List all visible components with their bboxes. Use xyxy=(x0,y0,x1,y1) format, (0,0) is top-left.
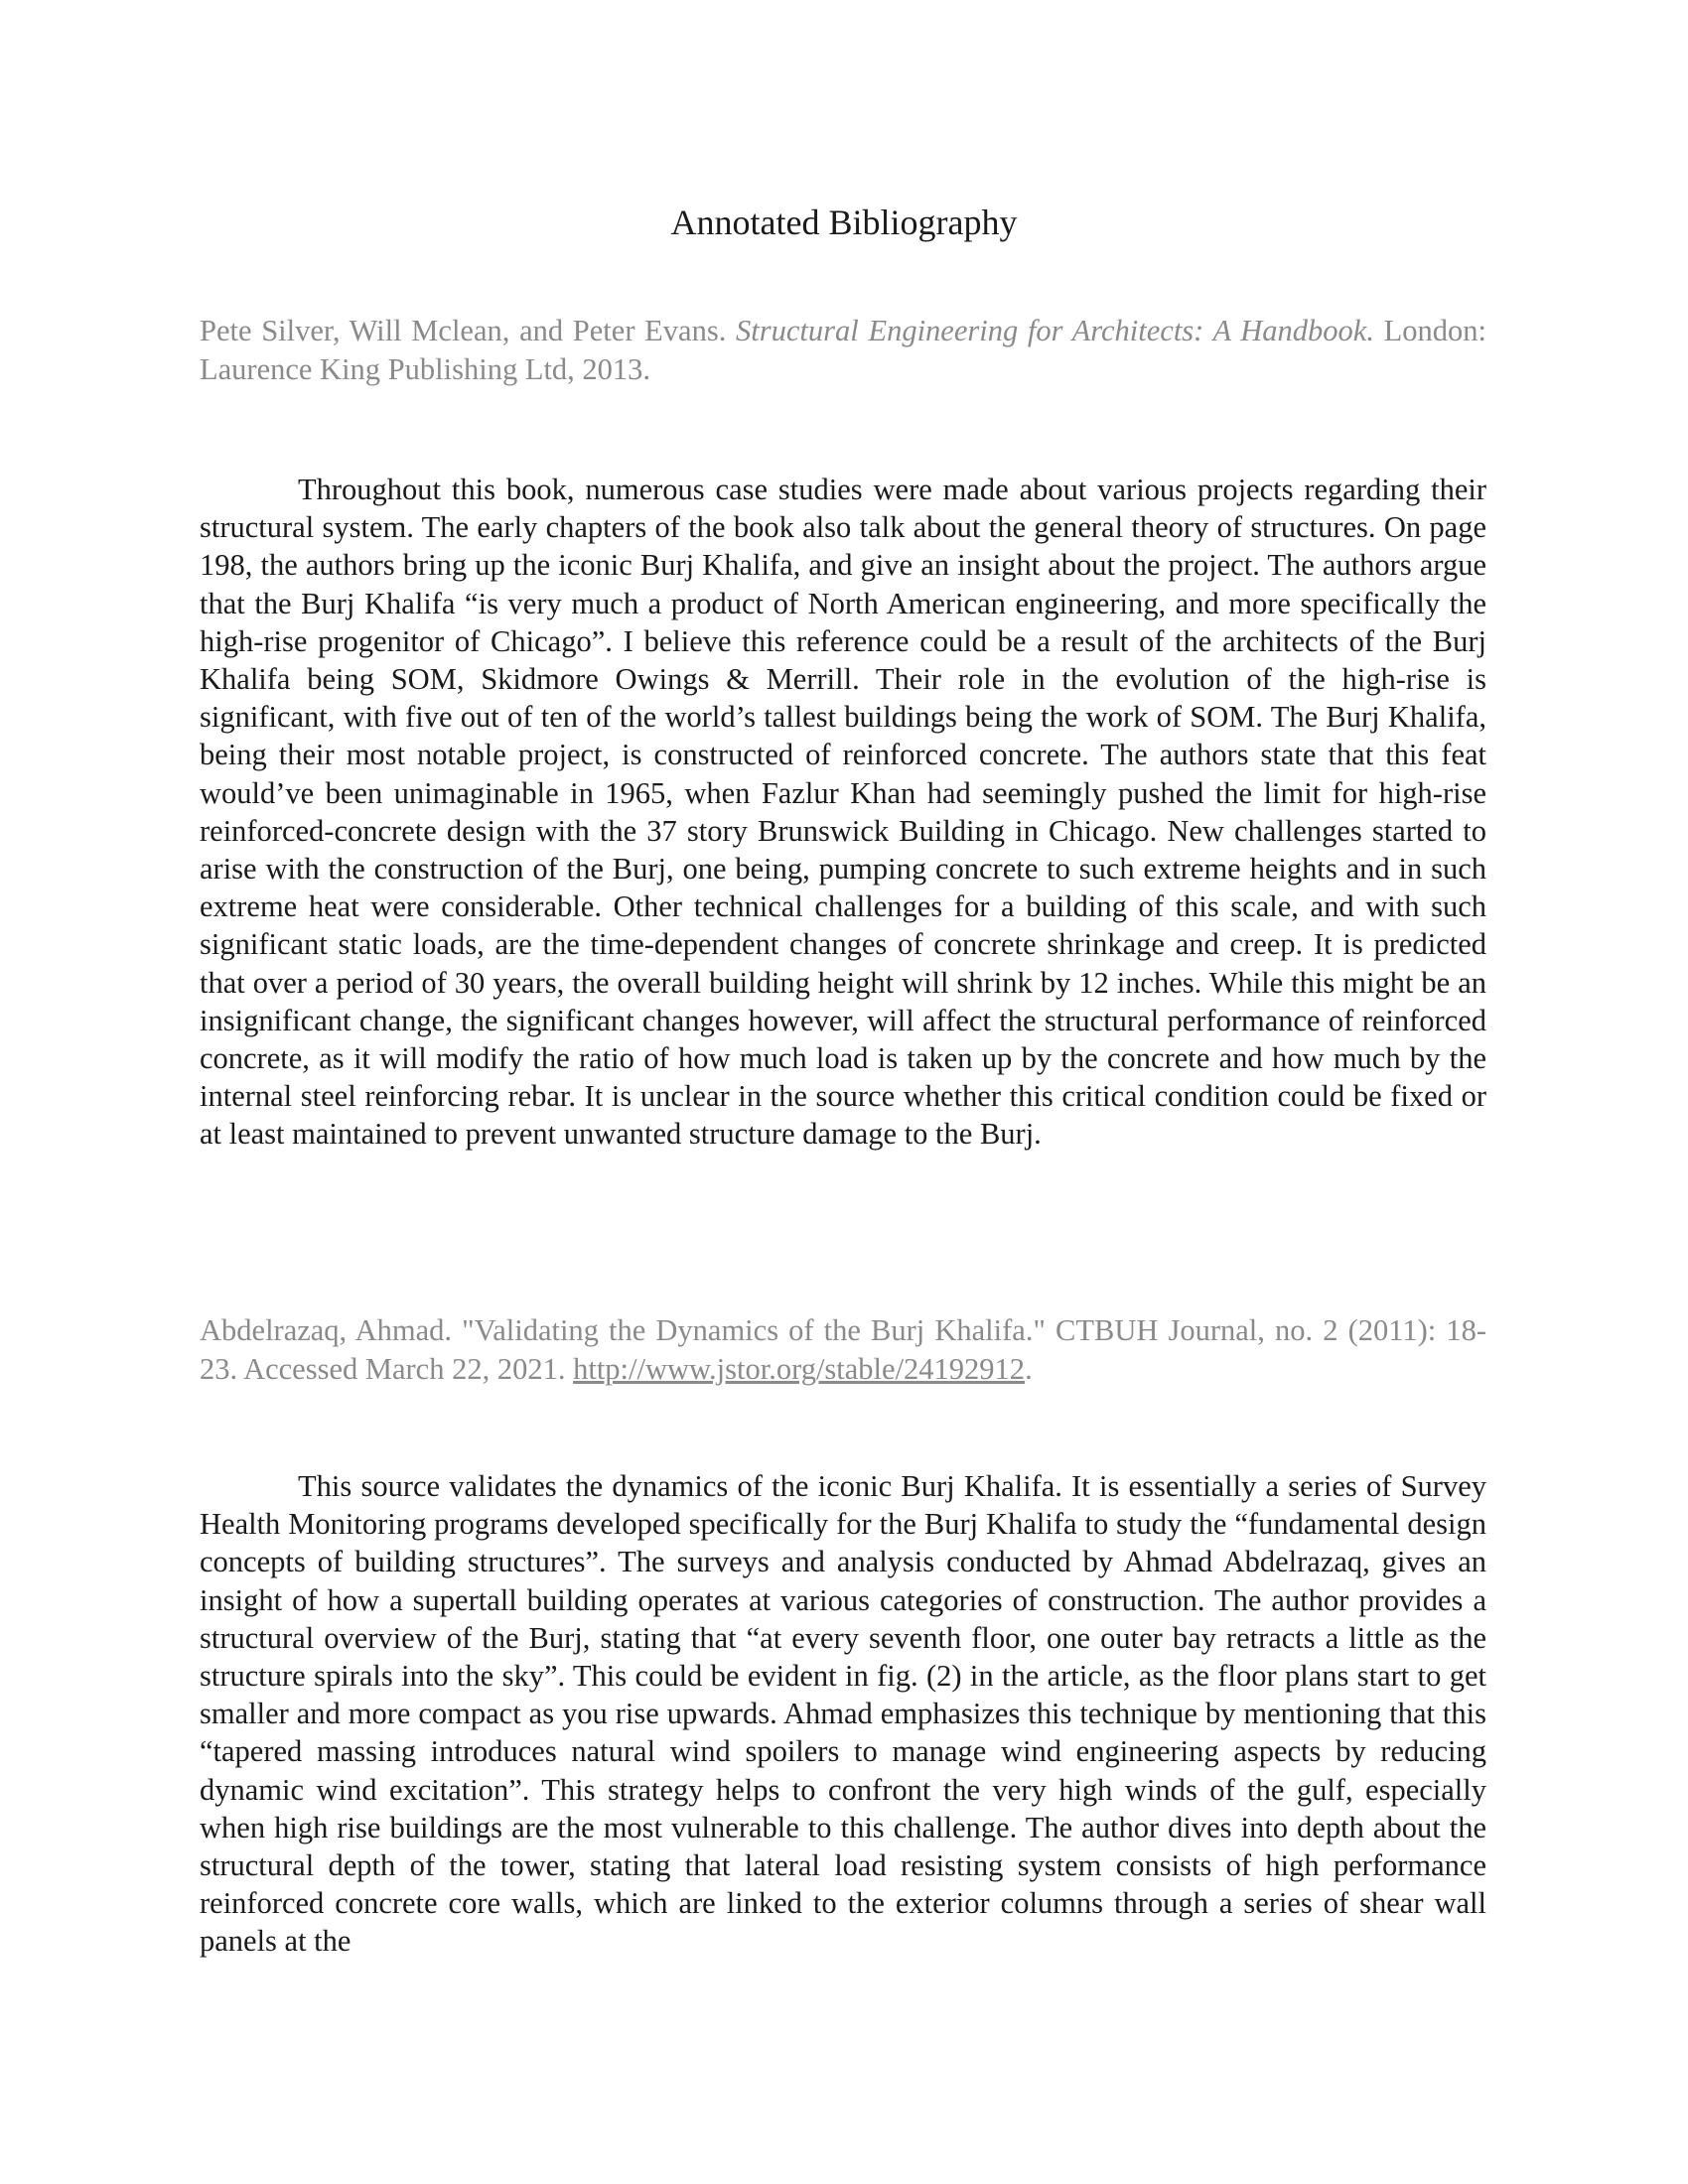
citation-text: Abdelrazaq, Ahmad. "Validating the Dynamics of the Burj Khalifa." CTBUH Journal, no. 2 (2011): 18-23. Accessed March 22, 2021. xyxy=(200,1313,1486,1386)
citation-book-title: Structural Engineering for Architects: A Handbook. xyxy=(736,314,1374,347)
citation-publisher: London: Laurence King Publishing Ltd, 2013. xyxy=(200,314,1487,386)
citation-authors: Pete Silver, Will Mclean, and Peter Evans. xyxy=(200,314,727,347)
annotation-paragraph-2: This source validates the dynamics of the iconic Burj Khalifa. It is essentially a series of Survey Health Monitoring programs developed specifically for the Burj Khalifa to study the “fundamental design concepts of building structures”. The surveys and analysis conducted by Ahmad Abdelrazaq, gives an insight of how a supertall building operates at various categories of construction. The author provides a structural overview of the Burj, stating that “at every seventh floor, one outer bay retracts a little as the structure spirals into the sky”. This could be evident in fig. (2) in the article, as the floor plans start to get smaller and more compact as you rise upwards. Ahmad emphasizes this technique by mentioning that this “tapered massing introduces natural wind spoilers to manage wind engineering aspects by reducing dynamic wind excitation”. This strategy helps to confront the very high winds of the gulf, especially when high rise buildings are the most vulnerable to this challenge. The author dives into depth about the structural depth of the tower, stating that lateral load resisting system consists of high performance reinforced concrete core walls, which are linked to the exterior columns through a series of shear wall panels at the xyxy=(200,1469,1486,1959)
citation-entry-2 xyxy=(200,1311,1486,1389)
annotation-paragraph-1: Throughout this book, numerous case studies were made about various projects regarding their structural system. The early chapters of the book also talk about the general theory of structures. On page 198, the authors bring up the iconic Burj Khalifa, and give an insight about the project. The authors argue that the Burj Khalifa “is very much a product of North American engineering, and more specifically the high-rise progenitor of Chicago”. I believe this reference could be a result of the architects of the Burj Khalifa being SOM, Skidmore Owings & Merrill. Their role in the evolution of the high-rise is significant, with five out of ten of the world’s tallest buildings being the work of SOM. The Burj Khalifa, being their most notable project, is constructed of reinforced concrete. The authors state that this feat would’ve been unimaginable in 1965, when Fazlur Khan had seemingly pushed the limit for high-rise reinforced-concrete design with the 37 story Brunswick Building in Chicago. New challenges started to arise with the construction of the Burj, one being, pumping concrete to such extreme heights and in such extreme heat were considerable. Other technical challenges for a building of this scale, and with such significant static loads, are the time-dependent changes of concrete shrinkage and creep. It is predicted that over a period of 30 years, the overall building height will shrink by 12 inches. While this might be an insignificant change, the significant changes however, will affect the structural performance of reinforced concrete, as it will modify the ratio of how much load is taken up by the concrete and how much by the internal steel reinforcing rebar. It is unclear in the source whether this critical condition could be fixed or at least maintained to prevent unwanted structure damage to the Burj. xyxy=(200,473,1486,1152)
page-title: Annotated Bibliography xyxy=(670,203,1018,242)
citation-link[interactable]: http://www.jstor.org/stable/24192912 xyxy=(573,1352,1026,1386)
citation-entry-1 xyxy=(200,312,1486,389)
citation-trailing-period: . xyxy=(1025,1352,1033,1386)
